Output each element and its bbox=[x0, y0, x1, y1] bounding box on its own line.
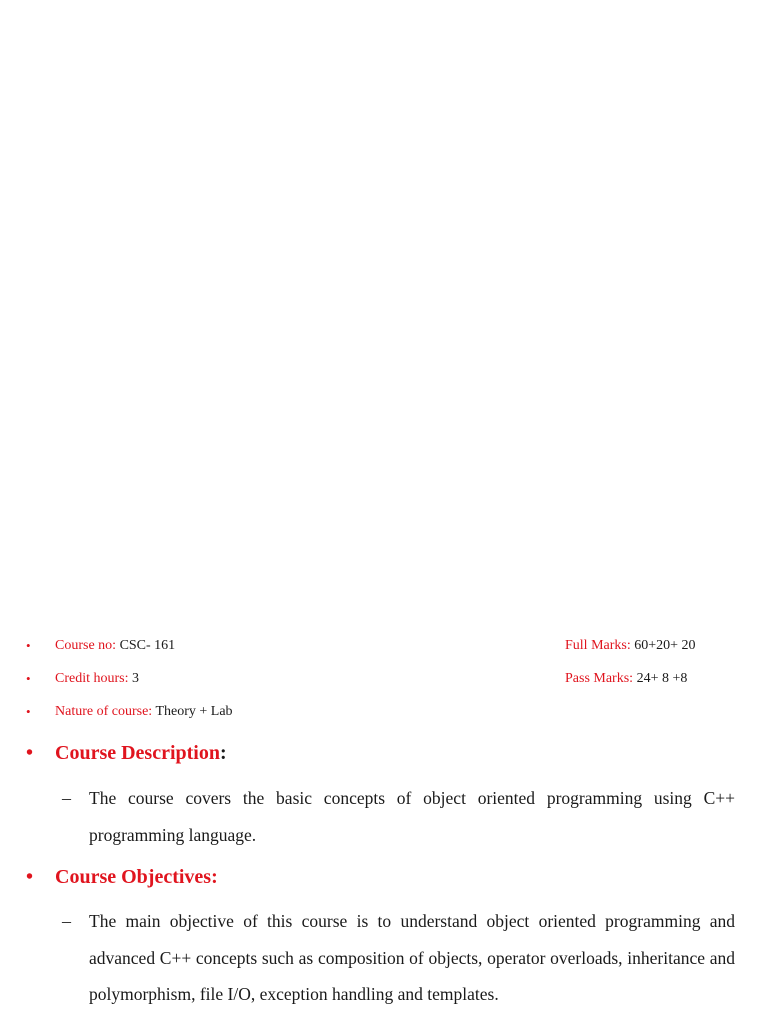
bullet-icon: • bbox=[26, 671, 31, 686]
nature-of-course bbox=[55, 701, 233, 723]
course-description-title: Course Description bbox=[55, 742, 220, 764]
pass-marks bbox=[565, 668, 687, 690]
course-no-value: CSC- 161 bbox=[119, 638, 176, 653]
full-marks-value: 60+20+ 20 bbox=[634, 638, 696, 653]
bullet-icon: • bbox=[26, 704, 31, 719]
bullet-icon: • bbox=[26, 742, 34, 764]
course-objectives-title: Course Objectives: bbox=[55, 866, 218, 888]
dash-icon: – bbox=[62, 788, 71, 808]
credit-hours-value: 3 bbox=[132, 671, 139, 686]
course-description-text: The course covers the basic concepts of object oriented programming using C++ programming language. bbox=[89, 788, 735, 845]
course-objectives-text: The main objective of this course is to understand object oriented programming and advanced C++ concepts such as composition of objects, operator overloads, inheritance and polymorphism, file I/O, exception handling and templates. bbox=[89, 911, 735, 1004]
course-description-heading bbox=[0, 738, 768, 768]
heading-colon: : bbox=[219, 742, 227, 764]
pass-marks-label: Pass Marks: bbox=[565, 671, 634, 686]
bullet-icon: • bbox=[26, 638, 31, 653]
meta-row-course-no bbox=[0, 635, 768, 657]
course-objectives-heading bbox=[0, 862, 768, 892]
full-marks-label: Full Marks: bbox=[565, 638, 631, 653]
meta-row-credit-hours bbox=[0, 668, 768, 690]
course-no bbox=[55, 635, 175, 657]
meta-row-nature bbox=[0, 701, 768, 723]
full-marks bbox=[565, 635, 696, 657]
nature-value: Theory + Lab bbox=[155, 704, 233, 719]
nature-label: Nature of course: bbox=[55, 704, 153, 719]
credit-hours bbox=[55, 668, 139, 690]
section-title bbox=[55, 738, 227, 768]
pass-marks-value: 24+ 8 +8 bbox=[636, 671, 688, 686]
course-no-label: Course no: bbox=[55, 638, 117, 653]
bullet-icon: • bbox=[26, 866, 34, 888]
dash-icon: – bbox=[62, 911, 71, 931]
credit-hours-label: Credit hours: bbox=[55, 671, 129, 686]
